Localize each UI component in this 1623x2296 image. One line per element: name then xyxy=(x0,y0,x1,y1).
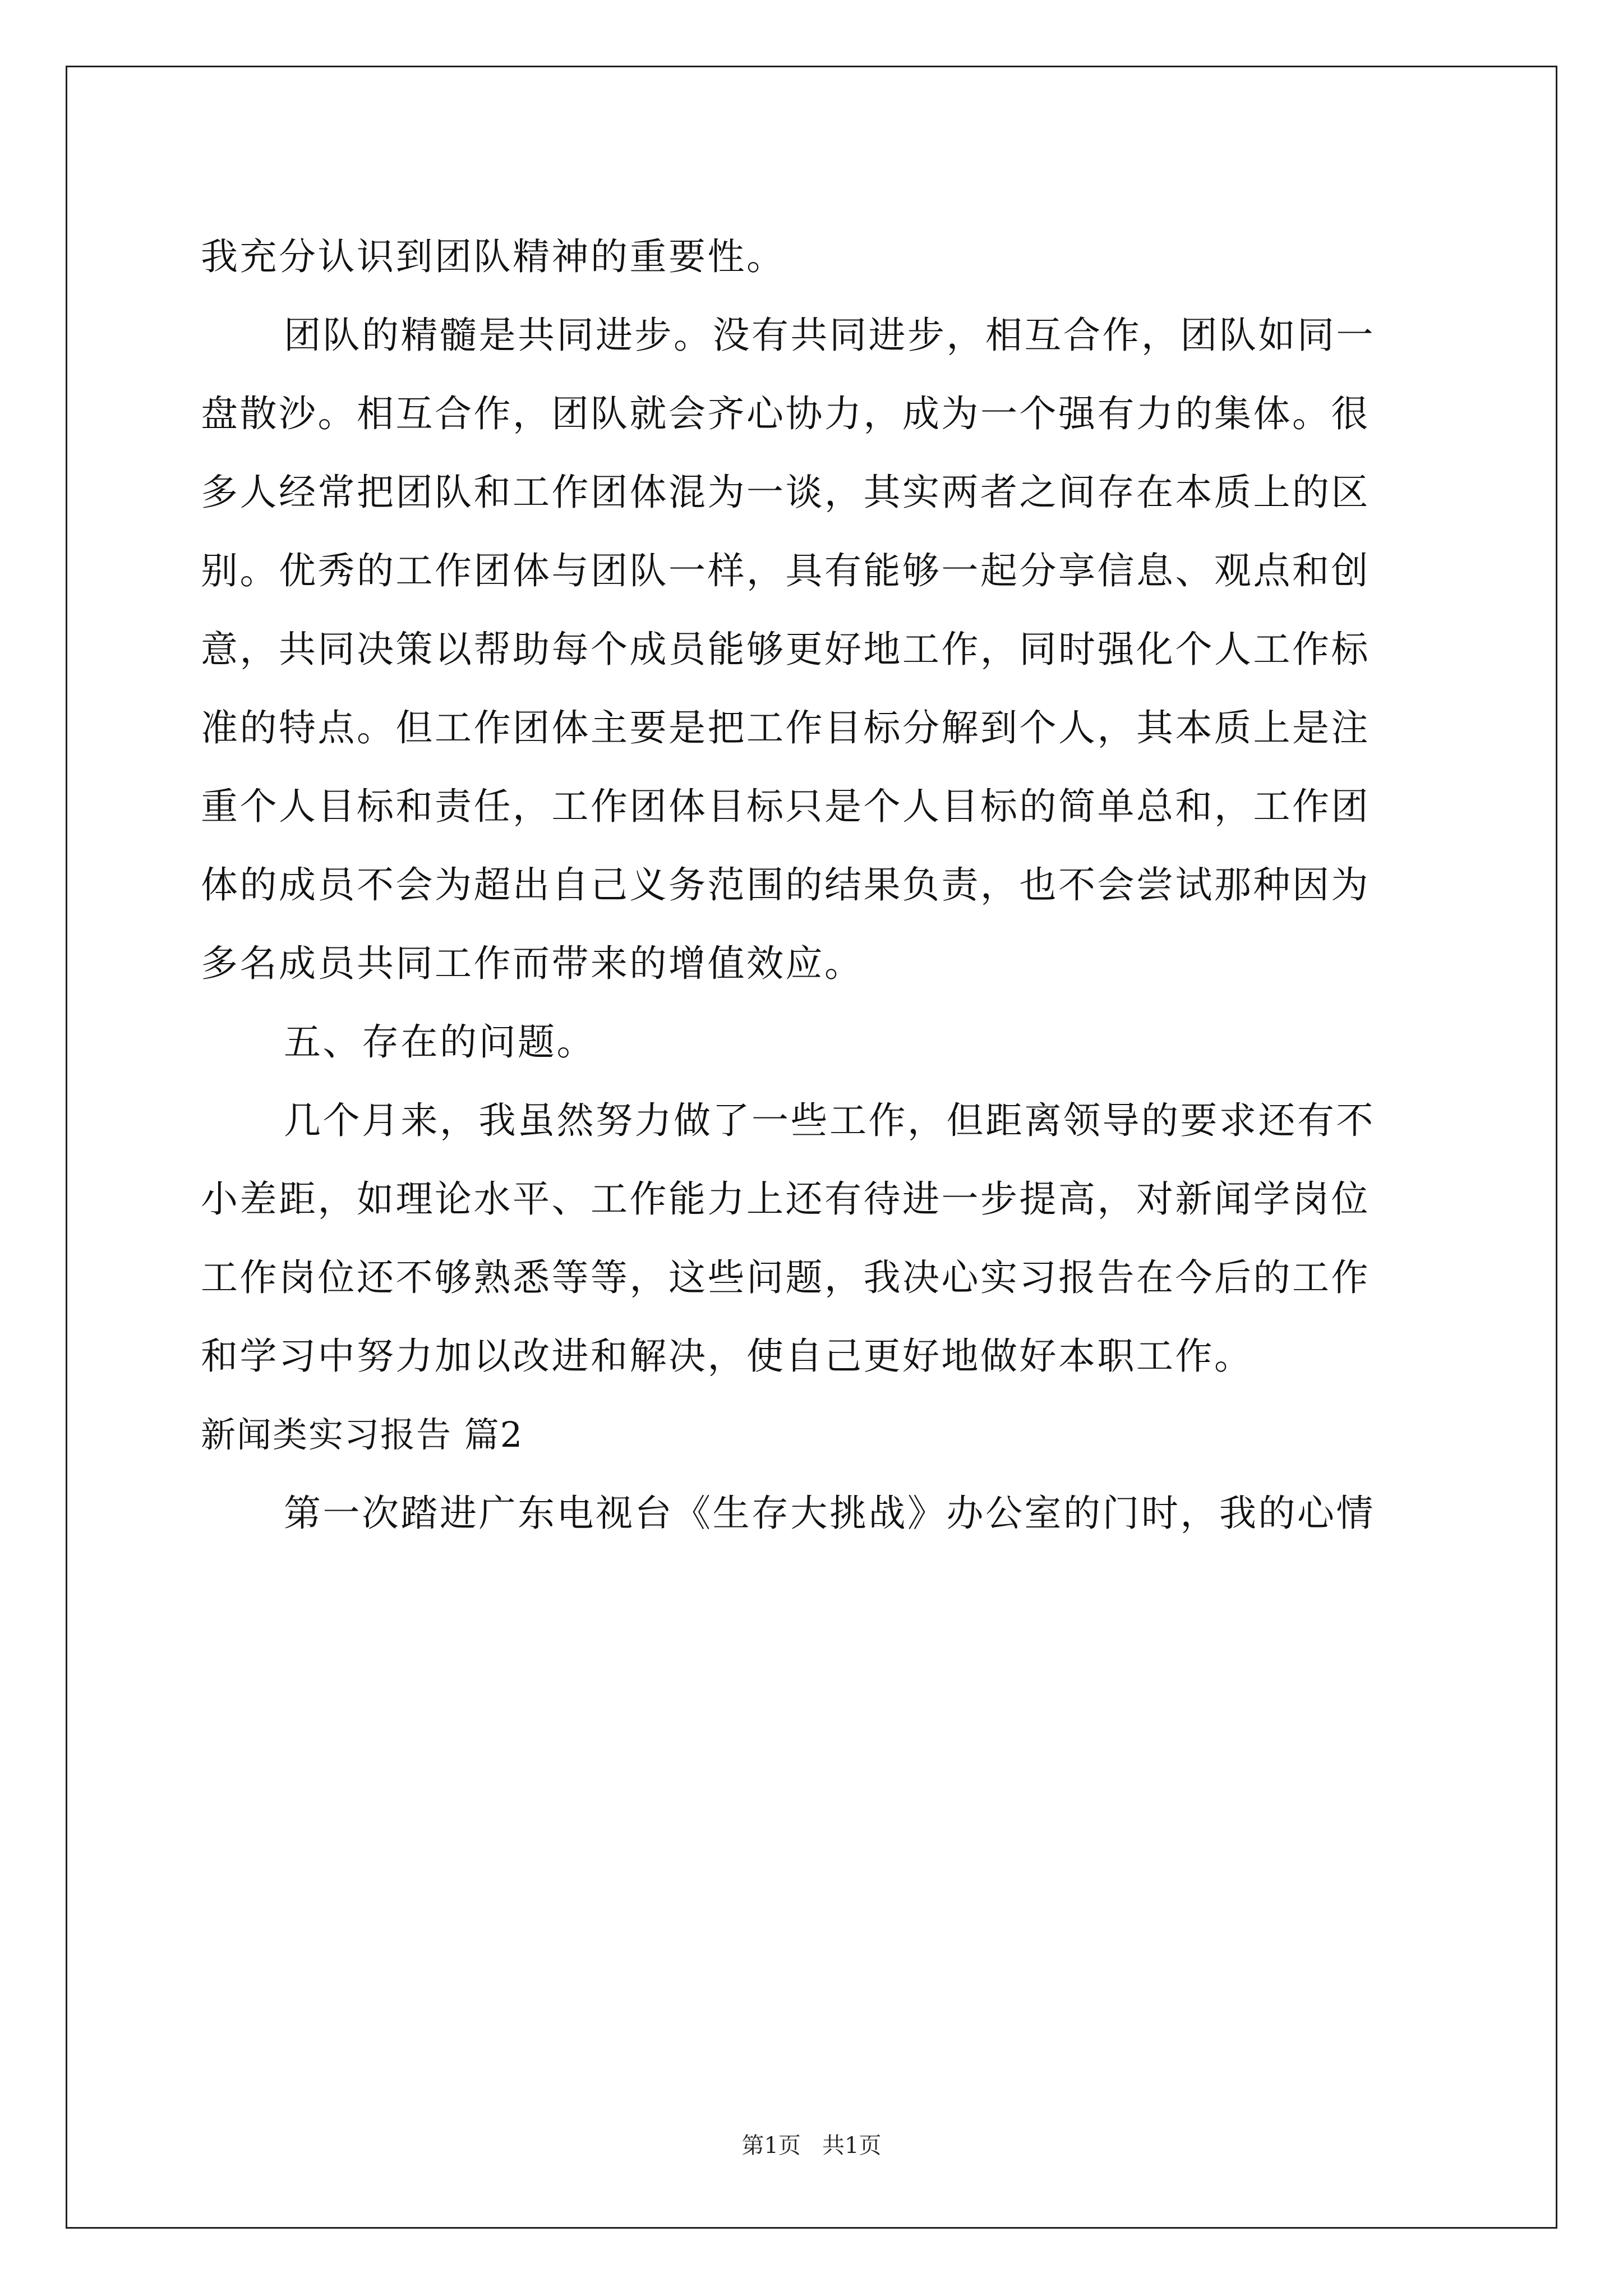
section-heading: 五、存在的问题。 xyxy=(284,1020,596,1064)
article-title: 新闻类实习报告 篇2 xyxy=(201,1414,524,1455)
text-line: 我充分认识到团队精神的重要性。 xyxy=(201,235,786,278)
text-line: 重个人目标和责任，工作团体目标只是个人目标的简单总和，工作团 xyxy=(201,785,1370,828)
paragraph-start-line: 几个月来，我虽然努力做了一些工作，但距离领导的要求还有不 xyxy=(284,1099,1375,1142)
paragraph-start-line: 团队的精髓是共同进步。没有共同进步，相互合作，团队如同一 xyxy=(284,314,1375,357)
text-line: 准的特点。但工作团体主要是把工作目标分解到个人，其本质上是注 xyxy=(201,706,1370,749)
paragraph-start-line: 第一次踏进广东电视台《生存大挑战》办公室的门时，我的心情 xyxy=(284,1492,1375,1535)
text-line: 别。优秀的工作团体与团队一样，具有能够一起分享信息、观点和创 xyxy=(201,549,1370,592)
text-line: 体的成员不会为超出自己义务范围的结果负责，也不会尝试那种因为 xyxy=(201,863,1370,907)
page-footer: 第1页 共1页 xyxy=(741,2133,882,2159)
text-line: 工作岗位还不够熟悉等等，这些问题，我决心实习报告在今后的工作 xyxy=(201,1256,1370,1299)
text-line: 和学习中努力加以改进和解决，使自己更好地做好本职工作。 xyxy=(201,1335,1253,1378)
text-line: 小差距，如理论水平、工作能力上还有待进一步提高，对新闻学岗位 xyxy=(201,1177,1370,1221)
text-line: 意，共同决策以帮助每个成员能够更好地工作，同时强化个人工作标 xyxy=(201,628,1370,671)
text-line: 多人经常把团队和工作团体混为一谈，其实两者之间存在本质上的区 xyxy=(201,471,1370,514)
text-line: 盘散沙。相互合作，团队就会齐心协力，成为一个强有力的集体。很 xyxy=(201,392,1370,435)
text-line: 多名成员共同工作而带来的增值效应。 xyxy=(201,942,864,985)
